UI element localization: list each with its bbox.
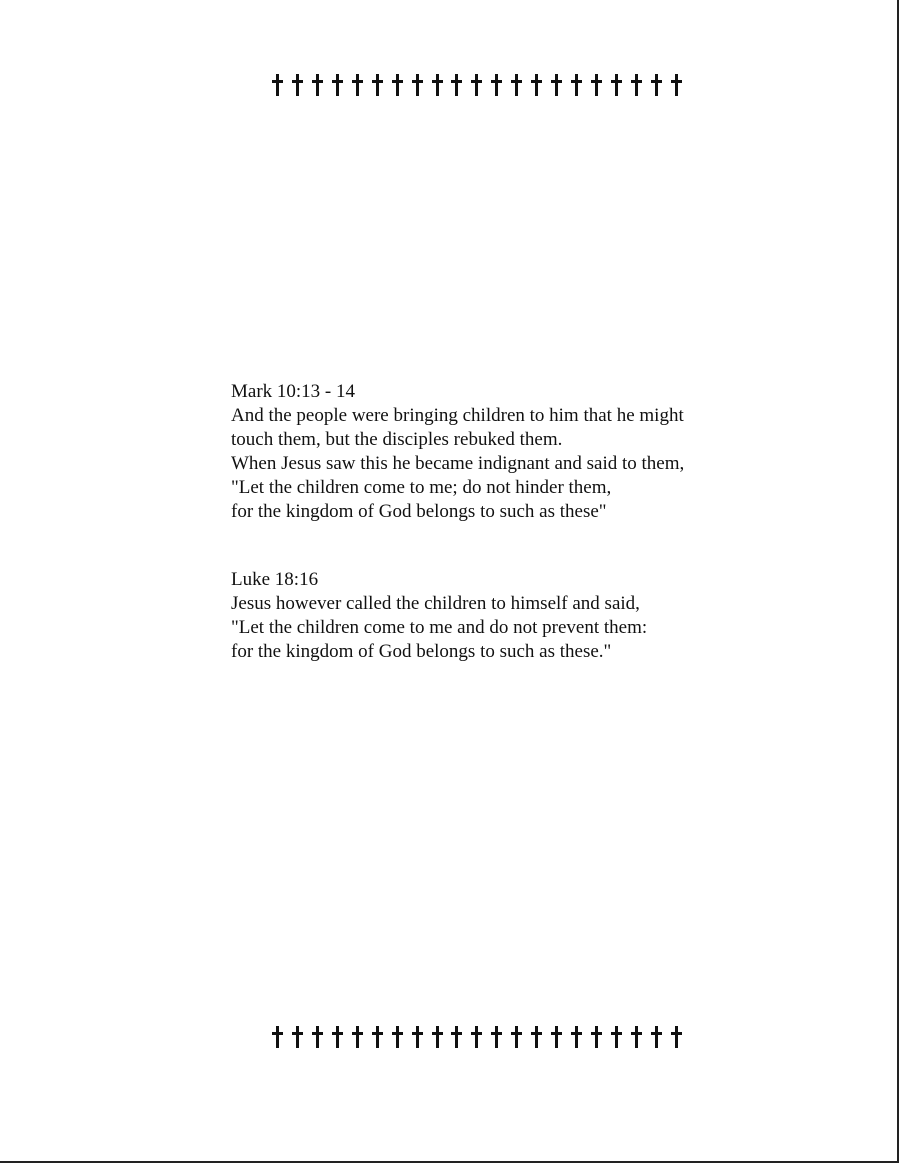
- cross-icon: [651, 1026, 662, 1048]
- cross-icon: [392, 1026, 403, 1048]
- cross-icon: [451, 74, 462, 96]
- passage-mark: [231, 380, 684, 524]
- cross-icon: [432, 1026, 443, 1048]
- cross-icon: [412, 74, 423, 96]
- passage-line: And the people were bringing children to him that he might: [231, 405, 684, 426]
- cross-icon: [352, 1026, 363, 1048]
- cross-icon: [671, 74, 682, 96]
- cross-icon: [372, 74, 383, 96]
- cross-icon: [432, 74, 443, 96]
- cross-icon: [611, 74, 622, 96]
- cross-icon: [412, 1026, 423, 1048]
- cross-icon: [591, 1026, 602, 1048]
- passage-line: When Jesus saw this he became indignant and said to them,: [231, 453, 685, 474]
- passage-line: "Let the children come to me; do not hinder them,: [231, 477, 612, 498]
- cross-icon: [292, 1026, 303, 1048]
- cross-icon: [591, 74, 602, 96]
- cross-icon: [651, 74, 662, 96]
- cross-icon: [272, 1026, 283, 1048]
- passage-line: for the kingdom of God belongs to such as these.": [231, 641, 612, 662]
- cross-icon: [511, 74, 522, 96]
- cross-icon: [352, 74, 363, 96]
- cross-icon: [631, 74, 642, 96]
- cross-icon: [312, 74, 323, 96]
- cross-icon: [671, 1026, 682, 1048]
- cross-icon: [571, 74, 582, 96]
- cross-icon: [491, 74, 502, 96]
- cross-icon: [471, 1026, 482, 1048]
- cross-icon: [312, 1026, 323, 1048]
- cross-icon: [292, 74, 303, 96]
- cross-icon: [491, 1026, 502, 1048]
- passage-reference: Mark 10:13 - 14: [231, 381, 356, 402]
- cross-icon: [372, 1026, 383, 1048]
- top-cross-border: [272, 72, 682, 98]
- passage-line: touch them, but the disciples rebuked them.: [231, 429, 563, 450]
- passage-line: "Let the children come to me and do not prevent them:: [231, 617, 648, 638]
- cross-icon: [451, 1026, 462, 1048]
- passage-line: Jesus however called the children to himself and said,: [231, 593, 640, 614]
- cross-icon: [631, 1026, 642, 1048]
- cross-icon: [611, 1026, 622, 1048]
- passage-luke: [231, 568, 647, 664]
- cross-icon: [332, 1026, 343, 1048]
- cross-icon: [551, 1026, 562, 1048]
- bottom-cross-border: [272, 1024, 682, 1050]
- cross-icon: [551, 74, 562, 96]
- cross-icon: [471, 74, 482, 96]
- cross-icon: [531, 1026, 542, 1048]
- cross-icon: [332, 74, 343, 96]
- cross-icon: [571, 1026, 582, 1048]
- passage-line: for the kingdom of God belongs to such as these": [231, 501, 607, 522]
- cross-icon: [511, 1026, 522, 1048]
- cross-icon: [272, 74, 283, 96]
- cross-icon: [531, 74, 542, 96]
- cross-icon: [392, 74, 403, 96]
- passage-reference: Luke 18:16: [231, 569, 319, 590]
